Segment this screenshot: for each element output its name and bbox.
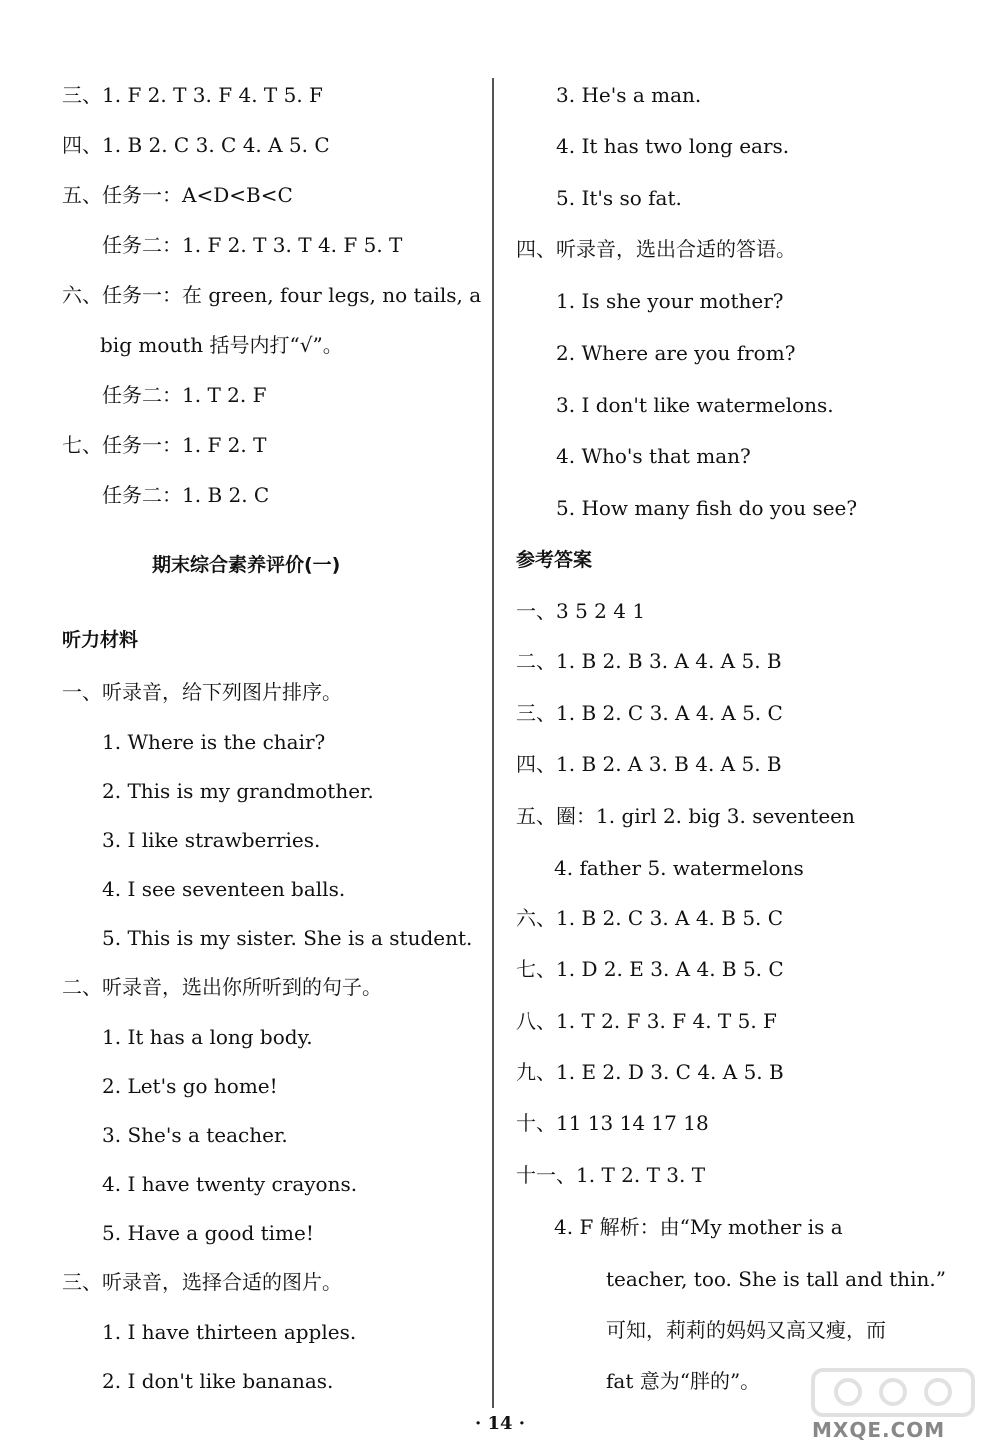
text-line: 2. Let's go home!	[102, 1074, 278, 1098]
text-line: 2. Where are you from?	[556, 341, 796, 365]
text-line: 3. I don't like watermelons.	[556, 393, 834, 417]
text-line: teacher, too. She is tall and thin.”	[606, 1267, 946, 1291]
text-line: 三、听录音，选择合适的图片。	[62, 1270, 342, 1294]
text-line: 四、1. B 2. C 3. C 4. A 5. C	[62, 133, 330, 157]
text-line: 十、11 13 14 17 18	[516, 1111, 709, 1135]
text-line: 2. This is my grandmother.	[102, 779, 374, 803]
text-line: 4. I have twenty crayons.	[102, 1172, 358, 1196]
text-line: 4. I see seventeen balls.	[102, 877, 346, 901]
text-line: 1. Where is the chair?	[102, 730, 326, 754]
text-line: 三、1. B 2. C 3. A 4. A 5. C	[516, 701, 783, 725]
text-line: 任务二：1. F 2. T 3. T 4. F 5. T	[102, 233, 403, 257]
watermark-text: MXQE.COM	[812, 1418, 946, 1442]
text-line: 3. He's a man.	[556, 83, 702, 107]
text-line: 六、任务一：在 green, four legs, no tails, a	[62, 283, 482, 307]
text-line: 5. Have a good time!	[102, 1221, 314, 1245]
text-line: 4. Who's that man?	[556, 444, 751, 468]
text-line: big mouth 括号内打“√”。	[100, 333, 343, 357]
section-heading: 参考答案	[516, 549, 593, 571]
text-line: 1. Is she your mother?	[556, 289, 784, 313]
section-heading: 期末综合素养评价(一)	[152, 554, 341, 576]
text-line: 五、圈：1. girl 2. big 3. seventeen	[516, 804, 855, 828]
text-line: 1. It has a long body.	[102, 1025, 313, 1049]
text-line: 任务二：1. B 2. C	[102, 483, 270, 507]
column-divider	[492, 78, 494, 1408]
text-line: 一、3 5 2 4 1	[516, 599, 646, 623]
section-heading: 听力材料	[62, 629, 139, 651]
text-line: 4. It has two long ears.	[556, 134, 790, 158]
text-line: 任务二：1. T 2. F	[102, 383, 267, 407]
text-line: 八、1. T 2. F 3. F 4. T 5. F	[516, 1009, 777, 1033]
text-line: 九、1. E 2. D 3. C 4. A 5. B	[516, 1060, 784, 1084]
text-line: 3. I like strawberries.	[102, 828, 321, 852]
text-line: 2. I don't like bananas.	[102, 1369, 334, 1393]
text-line: 四、1. B 2. A 3. B 4. A 5. B	[516, 752, 782, 776]
text-line: 二、1. B 2. B 3. A 4. A 5. B	[516, 649, 782, 673]
text-line: fat 意为“胖的”。	[606, 1369, 761, 1393]
text-line: 七、1. D 2. E 3. A 4. B 5. C	[516, 957, 784, 981]
text-line: 5. This is my sister. She is a student.	[102, 926, 473, 950]
text-line: 二、听录音，选出你所听到的句子。	[62, 975, 382, 999]
text-line: 十一、1. T 2. T 3. T	[516, 1163, 706, 1187]
text-line: 七、任务一：1. F 2. T	[62, 433, 267, 457]
text-line: 3. She's a teacher.	[102, 1123, 288, 1147]
text-line: 5. It's so fat.	[556, 186, 682, 210]
text-line: 四、听录音，选出合适的答语。	[516, 237, 796, 261]
text-line: 一、听录音，给下列图片排序。	[62, 680, 342, 704]
text-line: 三、1. F 2. T 3. F 4. T 5. F	[62, 83, 323, 107]
text-line: 六、1. B 2. C 3. A 4. B 5. C	[516, 906, 784, 930]
text-line: 4. father 5. watermelons	[554, 856, 804, 880]
text-line: 5. How many fish do you see?	[556, 496, 858, 520]
text-line: 1. I have thirteen apples.	[102, 1320, 357, 1344]
text-line: 五、任务一：A<D<B<C	[62, 183, 293, 207]
page-number: · 14 ·	[474, 1413, 526, 1434]
text-line: 可知，莉莉的妈妈又高又瘦，而	[606, 1318, 886, 1342]
text-line: 4. F 解析：由“My mother is a	[554, 1215, 843, 1239]
